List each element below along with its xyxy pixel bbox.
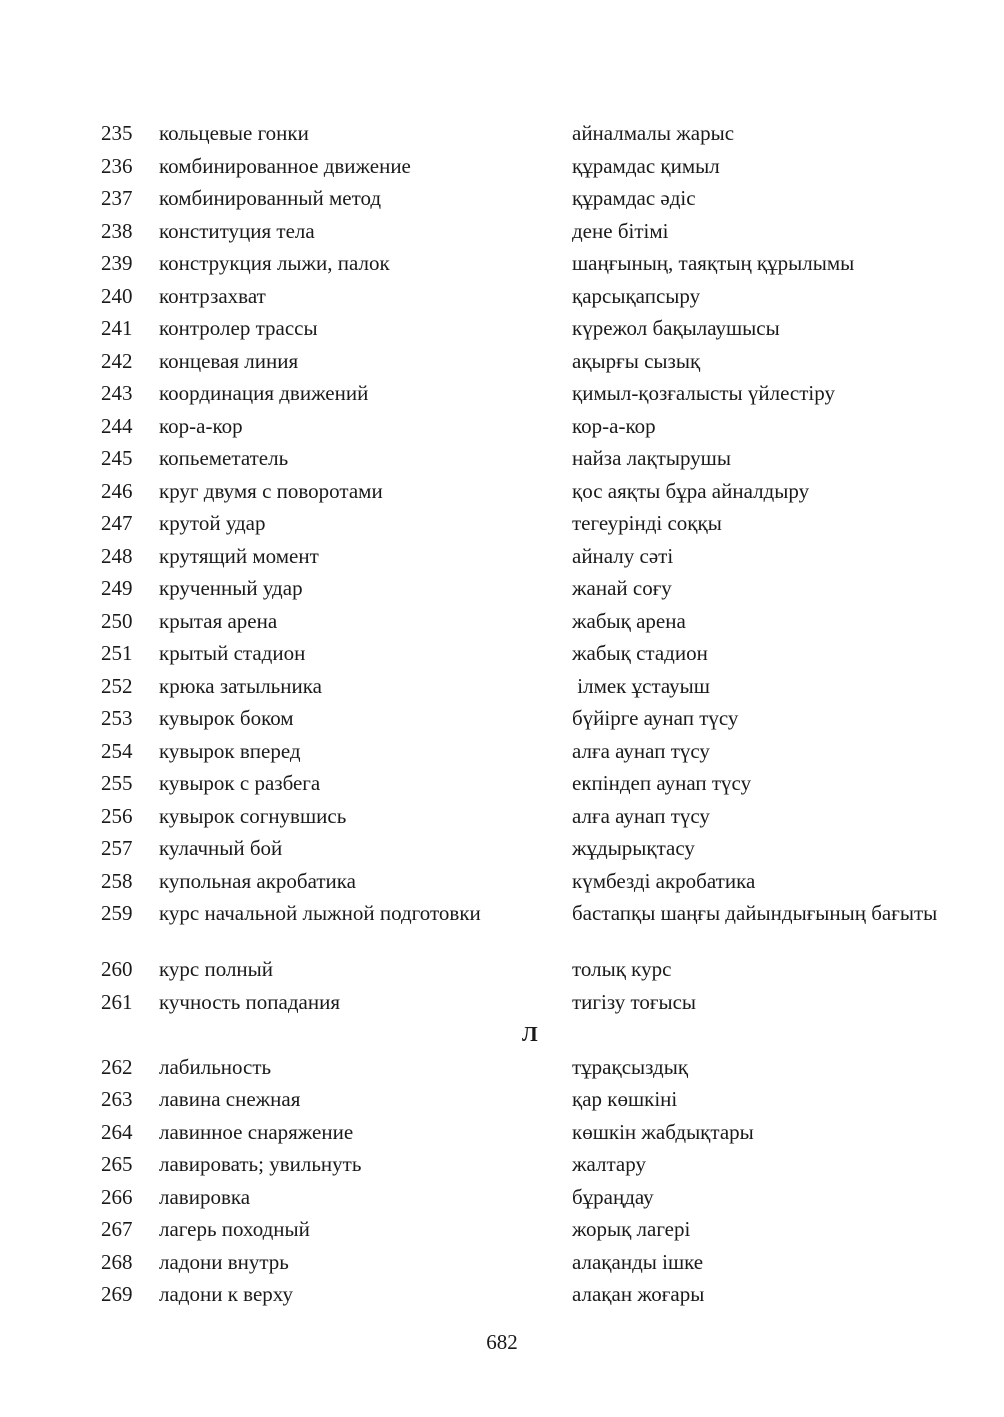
section-letter-heading <box>0 1018 1004 1051</box>
entry-kazakh-term: алға аунап түсу <box>572 803 710 828</box>
entry-number: 257 <box>101 836 133 860</box>
entry-kazakh-term: шаңғының, таяқтың құрылымы <box>572 251 855 275</box>
entry-number: 241 <box>101 316 133 340</box>
entry-row <box>0 953 1004 986</box>
entry-kazakh-term: жалтару <box>572 1152 646 1176</box>
entry-russian-term: крюка затыльника <box>159 673 322 698</box>
entry-number: 249 <box>101 576 133 600</box>
entry-kazakh-term: алақан жоғары <box>572 1282 705 1306</box>
entry-kazakh-term: тұрақсыздық <box>572 1054 689 1079</box>
entry-kazakh-term: көшкін жабдықтары <box>572 1119 754 1144</box>
entry-kazakh-term: қарсықапсыру <box>572 283 701 308</box>
entry-number: 246 <box>101 478 133 503</box>
entry-russian-term: координация движений <box>159 381 369 405</box>
entry-russian-term: круг двумя с поворотами <box>159 478 383 503</box>
entry-russian-term: крутой удар <box>159 511 266 535</box>
entry-row <box>0 1083 1004 1116</box>
entry-number: 266 <box>101 1184 133 1209</box>
entry-row <box>0 215 1004 248</box>
entry-russian-term: крученный удар <box>159 576 303 600</box>
entry-row <box>0 897 1004 953</box>
entry-russian-term: кувырок вперед <box>159 738 301 763</box>
entry-number: 255 <box>101 771 133 795</box>
entry-kazakh-term: тегеурінді соққы <box>572 511 722 535</box>
entry-row <box>0 1246 1004 1279</box>
section-letter: Л <box>522 1022 538 1046</box>
entry-row <box>0 832 1004 865</box>
entry-kazakh-term: бұраңдау <box>572 1184 654 1209</box>
entry-russian-term: кор-а-кор <box>159 413 243 438</box>
entry-russian-term: комбинированное движение <box>159 153 411 178</box>
entry-kazakh-term: ақырғы сызық <box>572 348 701 373</box>
entry-kazakh-term: жабық арена <box>572 608 686 633</box>
entry-kazakh-term: бүйірге аунап түсу <box>572 706 739 730</box>
entry-kazakh-term: қос аяқты бұра айналдыру <box>572 478 810 503</box>
entry-row <box>0 410 1004 443</box>
entry-number: 239 <box>101 251 133 275</box>
entry-russian-term: кольцевые гонки <box>159 121 309 145</box>
entry-russian-term: ладони внутрь <box>159 1249 289 1274</box>
entry-number: 267 <box>101 1217 133 1241</box>
entry-kazakh-term: найза лақтырушы <box>572 446 731 470</box>
entry-kazakh-term: жанай соғу <box>572 576 672 600</box>
entry-number: 238 <box>101 218 133 243</box>
entry-russian-term: лавина снежная <box>159 1087 301 1111</box>
entry-row <box>0 670 1004 703</box>
entry-kazakh-term: айналу сәті <box>572 543 674 568</box>
entry-row <box>0 572 1004 605</box>
entry-kazakh-term: алға аунап түсу <box>572 738 710 763</box>
entry-number: 237 <box>101 186 133 210</box>
entry-kazakh-term: кор-а-кор <box>572 413 656 438</box>
entry-russian-term: комбинированный метод <box>159 186 382 210</box>
entry-row <box>0 1181 1004 1214</box>
entry-number: 235 <box>101 121 133 145</box>
entry-number: 269 <box>101 1282 133 1306</box>
entry-row <box>0 986 1004 1019</box>
entry-russian-term: курс начальной лыжной подготовки <box>159 901 481 925</box>
entry-number: 261 <box>101 989 133 1014</box>
entry-row <box>0 377 1004 410</box>
entry-row <box>0 800 1004 833</box>
entry-russian-term: кувырок боком <box>159 706 294 730</box>
entry-russian-term: лавировать; увильнуть <box>159 1152 362 1176</box>
entry-kazakh-term: қар көшкіні <box>572 1087 678 1111</box>
entry-number: 247 <box>101 511 133 535</box>
entry-row <box>0 475 1004 508</box>
entry-kazakh-term: ілмек ұстауыш <box>572 673 710 698</box>
entry-row <box>0 182 1004 215</box>
entry-row <box>0 117 1004 150</box>
entry-row <box>0 247 1004 280</box>
entry-kazakh-term: дене бітімі <box>572 218 669 243</box>
entry-russian-term: кучность попадания <box>159 989 340 1014</box>
entry-number: 258 <box>101 868 133 893</box>
entry-row <box>0 702 1004 735</box>
entry-row <box>0 150 1004 183</box>
entry-number: 250 <box>101 608 133 633</box>
entry-kazakh-term: күрежол бақылаушысы <box>572 316 780 340</box>
entry-russian-term: копьеметатель <box>159 446 289 470</box>
entry-row <box>0 1116 1004 1149</box>
page-number: 682 <box>486 1330 518 1354</box>
entry-kazakh-term: екпіндеп аунап түсу <box>572 771 752 795</box>
entry-number: 251 <box>101 641 133 665</box>
entry-row <box>0 1148 1004 1181</box>
entry-number: 268 <box>101 1249 133 1274</box>
entry-number: 263 <box>101 1087 133 1111</box>
entries-section-l <box>0 1051 1004 1311</box>
entry-number: 242 <box>101 348 133 373</box>
entry-number: 259 <box>101 901 133 925</box>
entry-row <box>0 1051 1004 1084</box>
entry-number: 254 <box>101 738 133 763</box>
entry-number: 248 <box>101 543 133 568</box>
entry-row <box>0 280 1004 313</box>
entry-russian-term: конституция тела <box>159 218 315 243</box>
entry-row <box>0 540 1004 573</box>
entry-kazakh-term: қимыл-қозғалысты үйлестіру <box>572 381 835 405</box>
entry-number: 265 <box>101 1152 133 1176</box>
entry-russian-term: лагерь походный <box>159 1217 310 1241</box>
entry-russian-term: кулачный бой <box>159 836 283 860</box>
entry-russian-term: лавировка <box>159 1184 251 1209</box>
entry-russian-term: кувырок с разбега <box>159 771 321 795</box>
entry-russian-term: крутящий момент <box>159 543 319 568</box>
entry-kazakh-term: жабық стадион <box>572 641 708 665</box>
entry-number: 252 <box>101 673 133 698</box>
entry-russian-term: курс полный <box>159 957 274 981</box>
entry-number: 262 <box>101 1054 133 1079</box>
entry-number: 264 <box>101 1119 133 1144</box>
entries-section-k <box>0 117 1004 1018</box>
entry-kazakh-term: айналмалы жарыс <box>572 121 735 145</box>
entry-number: 245 <box>101 446 133 470</box>
entry-row <box>0 735 1004 768</box>
entry-number: 256 <box>101 803 133 828</box>
entry-kazakh-term: жұдырықтасу <box>572 836 695 860</box>
entry-kazakh-term: алақанды ішке <box>572 1249 704 1274</box>
entry-kazakh-term: бастапқы шаңғы дайындығының бағыты <box>572 901 938 925</box>
entry-row <box>0 345 1004 378</box>
entry-number: 253 <box>101 706 133 730</box>
entry-row <box>0 1278 1004 1311</box>
entry-row <box>0 865 1004 898</box>
entry-kazakh-term: жорық лагері <box>572 1217 691 1241</box>
entry-kazakh-term: құрамдас әдіс <box>572 186 696 210</box>
entry-number: 236 <box>101 153 133 178</box>
entry-russian-term: купольная акробатика <box>159 868 356 893</box>
entry-kazakh-term: күмбезді акробатика <box>572 868 756 893</box>
entry-kazakh-term: тигізу тоғысы <box>572 989 697 1014</box>
entry-row <box>0 767 1004 800</box>
entry-row <box>0 637 1004 670</box>
entry-russian-term: лавинное снаряжение <box>159 1119 354 1144</box>
entry-russian-term: крытая арена <box>159 608 278 633</box>
entry-kazakh-term: толық курс <box>572 957 672 981</box>
entry-russian-term: ладони к верху <box>159 1282 293 1306</box>
entry-row <box>0 605 1004 638</box>
entry-russian-term: концевая линия <box>159 348 299 373</box>
entry-russian-term: лабильность <box>159 1054 272 1079</box>
entry-number: 244 <box>101 413 133 438</box>
entries-list <box>0 117 1004 1311</box>
entry-row <box>0 1213 1004 1246</box>
entry-number: 240 <box>101 283 133 308</box>
entry-russian-term: контролер трассы <box>159 316 318 340</box>
entry-row <box>0 312 1004 345</box>
entry-russian-term: крытый стадион <box>159 641 306 665</box>
entry-row <box>0 507 1004 540</box>
entry-row <box>0 442 1004 475</box>
entry-russian-term: кувырок согнувшись <box>159 803 347 828</box>
entry-russian-term: конструкция лыжи, палок <box>159 251 390 275</box>
entry-number: 243 <box>101 381 133 405</box>
entry-kazakh-term: құрамдас қимыл <box>572 153 720 178</box>
entry-russian-term: контрзахват <box>159 283 266 308</box>
entry-number: 260 <box>101 957 133 981</box>
